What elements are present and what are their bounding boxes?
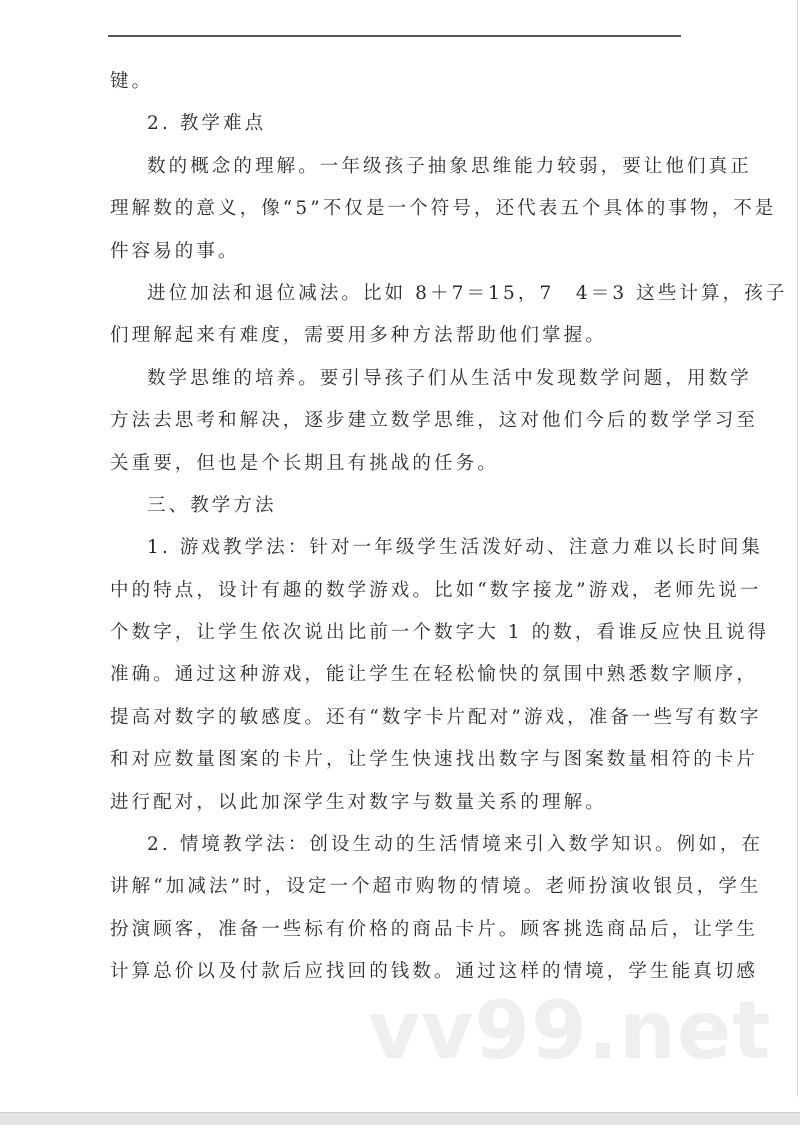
text-line: 键。	[110, 71, 154, 92]
text-line: 进行配对，以此加深学生对数字与数量关系的理解。	[110, 791, 607, 813]
next-page-edge	[0, 1125, 800, 1137]
text-line: 2. 情境教学法：创设生动的生活情境来引入数学知识。例如，在	[147, 834, 764, 856]
body-text	[110, 61, 788, 994]
text-line: 理解数的意义，像“5”不仅是一个符号，还代表五个具体的事物，不是	[110, 198, 777, 220]
text-line: 方法去思考和解决，逐步建立数学思维，这对他们今后的数学学习至	[110, 410, 759, 432]
text-line: 提高对数字的敏感度。还有“数字卡片配对”游戏，准备一些写有数字	[110, 706, 762, 728]
text-line: 件容易的事。	[110, 240, 240, 262]
text-line: 1. 游戏教学法：针对一年级学生活泼好动、注意力难以长时间集	[147, 537, 764, 559]
watermark: vv99.net	[368, 984, 772, 1077]
text-line: 进位加法和退位减法。比如 8＋7＝15，7 4＝3 这些计算，孩子	[147, 282, 788, 304]
text-line: 数学思维的培养。要引导孩子们从生活中发现数学问题，用数学	[147, 367, 752, 389]
text-line: 数的概念的理解。一年级孩子抽象思维能力较弱，要让他们真正	[147, 155, 752, 177]
text-line: 和对应数量图案的卡片，让学生快速找出数字与图案数量相符的卡片	[110, 749, 759, 771]
text-line: 准确。通过这种游戏，能让学生在轻松愉快的氛围中熟悉数字顺序，	[110, 664, 759, 686]
text-line: 扮演顾客，准备一些标有价格的商品卡片。顾客挑选商品后，让学生	[110, 918, 759, 940]
section-heading-teaching-methods: 三、教学方法	[147, 494, 277, 516]
text-line: 个数字，让学生依次说出比前一个数字大 1 的数，看谁反应快且说得	[110, 622, 770, 644]
header-rule	[108, 35, 681, 37]
page-separator-strip	[0, 1112, 800, 1126]
text-line: 讲解“加减法”时，设定一个超市购物的情境。老师扮演收银员，学生	[110, 876, 762, 898]
subsection-heading-teaching-difficulties: 2. 教学难点	[147, 113, 267, 135]
text-line: 计算总价以及付款后应找回的钱数。通过这样的情境，学生能真切感	[110, 961, 759, 983]
text-line: 中的特点，设计有趣的数学游戏。比如“数字接龙”游戏，老师先说一	[110, 579, 762, 601]
text-line: 关重要，但也是个长期且有挑战的任务。	[110, 452, 499, 474]
text-line: 们理解起来有难度，需要用多种方法帮助他们掌握。	[110, 325, 607, 347]
